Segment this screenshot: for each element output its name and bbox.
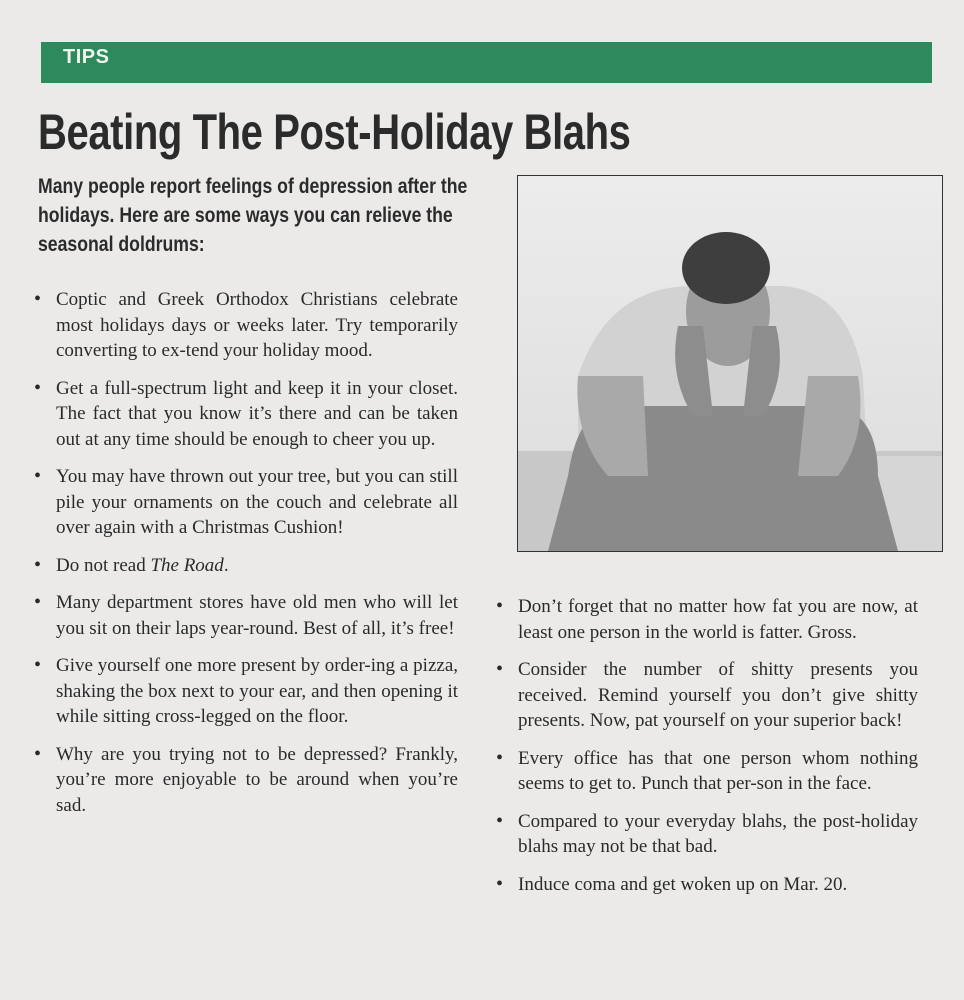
tip-text: Every office has that one person whom nothing seems to get to. Punch that per-son in the face. bbox=[518, 747, 918, 794]
tip-text: Many department stores have old men who will let you sit on their laps year-round. Best of all, it’s free! bbox=[56, 592, 458, 639]
tip-text: Give yourself one more present by order-ing a pizza, shaking the box next to your ear, and then opening it while sitting cross-legged on the floor. bbox=[56, 655, 458, 727]
bullet-icon: • bbox=[496, 658, 504, 680]
article-intro: Many people report feelings of depression after the holidays. Here are some ways you can relieve the seasonal doldrums: bbox=[38, 175, 468, 256]
bullet-icon: • bbox=[496, 872, 504, 895]
article-photo bbox=[517, 175, 943, 552]
depressed-man-photo bbox=[518, 176, 942, 551]
bullet-icon: • bbox=[34, 376, 42, 399]
tip-item bbox=[32, 287, 458, 364]
tip-text: Why are you trying not to be depressed? Frankly, you’re more enjoyable to be around when you’re sad. bbox=[56, 743, 458, 816]
bullet-icon: • bbox=[34, 654, 42, 676]
tip-text: You may have thrown out your tree, but you can still pile your ornaments on the couch and celebrate all over again with a Christmas Cushion! bbox=[56, 466, 458, 538]
bullet-icon: • bbox=[496, 595, 504, 617]
tip-text-pre: Do not read bbox=[56, 554, 151, 576]
tips-list-left bbox=[32, 287, 458, 830]
tip-text: Compared to your everyday blahs, the post-holiday blahs may not be that bad. bbox=[518, 810, 918, 857]
bullet-icon: • bbox=[496, 746, 504, 769]
bullet-icon: • bbox=[34, 591, 42, 613]
tip-item bbox=[494, 594, 918, 645]
section-label: TIPS bbox=[63, 46, 110, 68]
bullet-icon: • bbox=[496, 809, 504, 832]
tip-item bbox=[32, 590, 458, 641]
bullet-icon: • bbox=[34, 465, 42, 487]
tip-text: Get a full-spectrum light and keep it in your closet. The fact that you know it’s there and can be taken out at any time should be enough to cheer you up. bbox=[56, 377, 458, 450]
tip-item bbox=[494, 746, 918, 797]
tip-item bbox=[32, 464, 458, 541]
article-title: Beating The Post-Holiday Blahs bbox=[38, 104, 631, 160]
tip-item bbox=[494, 657, 918, 734]
bullet-icon: • bbox=[34, 553, 42, 576]
tip-item bbox=[32, 553, 458, 579]
tip-item bbox=[32, 742, 458, 819]
tip-text: Coptic and Greek Orthodox Christians celebrate most holidays days or weeks later. Try temporarily converting to ex-tend your holiday mood. bbox=[56, 289, 458, 361]
tip-text: Induce coma and get woken up on Mar. 20. bbox=[518, 873, 848, 895]
bullet-icon: • bbox=[34, 288, 42, 310]
book-title: The Road bbox=[150, 554, 224, 576]
tip-item bbox=[32, 653, 458, 730]
section-band bbox=[41, 42, 932, 83]
tip-item bbox=[32, 376, 458, 453]
tip-text: Don’t forget that no matter how fat you are now, at least one person in the world is fatter. Gross. bbox=[518, 596, 918, 643]
tip-text: Consider the number of shitty presents you received. Remind yourself you don’t give shitty presents. Now, pat yourself on your superior back! bbox=[518, 659, 918, 731]
tip-item bbox=[494, 809, 918, 860]
tip-text-post: . bbox=[223, 554, 229, 576]
tips-list-right bbox=[494, 594, 918, 909]
bullet-icon: • bbox=[34, 742, 42, 765]
tip-item bbox=[494, 872, 918, 898]
